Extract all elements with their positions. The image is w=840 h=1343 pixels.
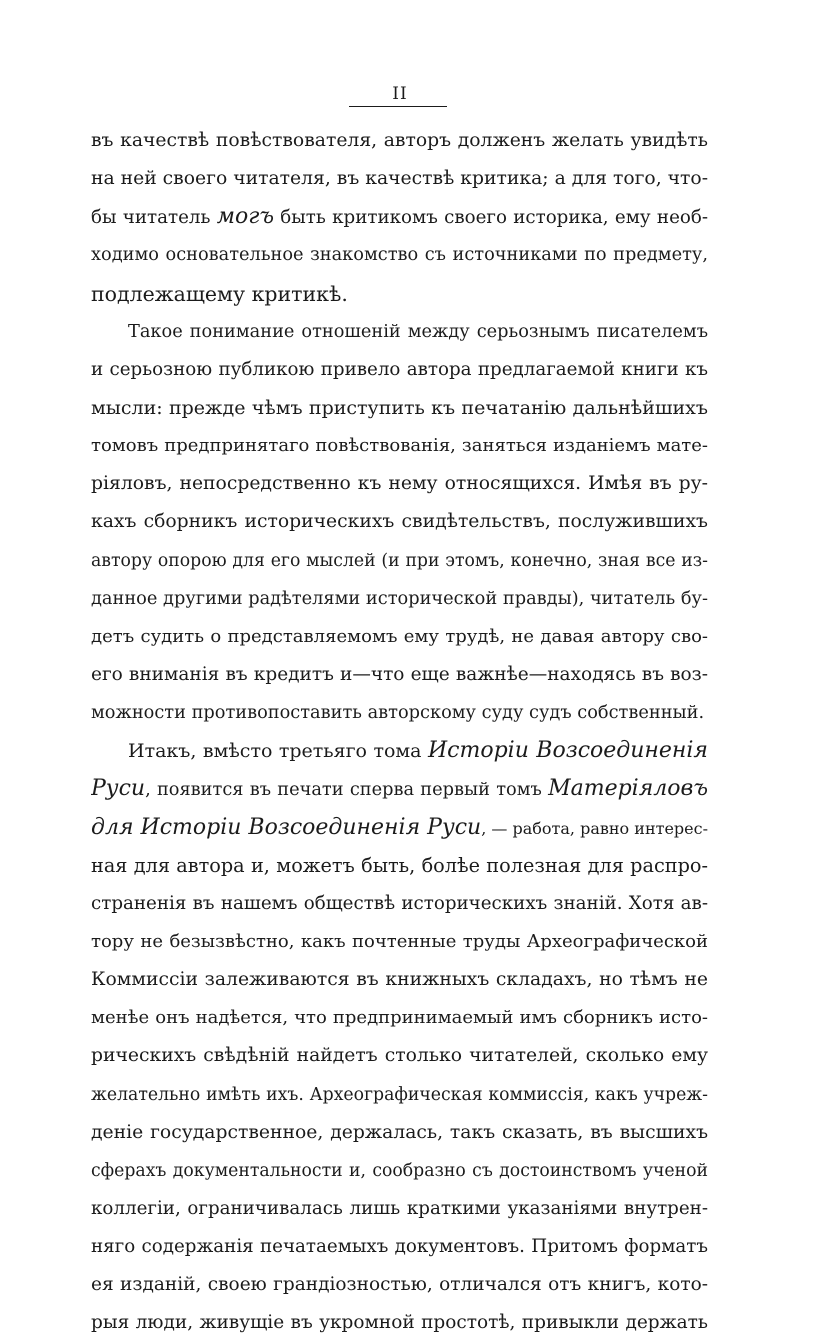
text-line: рыя люди, живущіе въ укромной простотѣ, привыкли держать [91,1312,708,1334]
text-line: Итакъ, вмѣсто третьяго тома Исторіи Возсоединенія [128,738,708,764]
text-line: страненія въ нашемъ обществѣ историческихъ знаній. Хотя ав- [91,892,708,914]
italic-title: Исторіи Возсоединенія [427,738,708,764]
text-line: детъ судить о представляемомъ ему трудѣ, не давая автору сво- [91,625,708,647]
text-line: сферахъ документальности и, сообразно съ достоинствомъ ученой [91,1160,708,1181]
text-line: кахъ сборникъ историческихъ свидѣтельствъ, послужившихъ [91,511,708,533]
text-line: автору опорою для его мыслей (и при этомъ, конечно, зная все из- [91,550,708,571]
text-line: мысли: прежде чѣмъ приступить къ печатанію дальнѣйшихъ [91,396,708,419]
page-number: II [392,84,408,104]
text-line: Коммиссіи залеживаются въ книжныхъ складахъ, но тѣмъ не [91,969,708,991]
text-line: менѣе онъ надѣется, что предпринимаемый имъ сборникъ исто- [91,1007,708,1029]
text-line: подлежащему критикѣ. [91,281,348,306]
text-line: коллегіи, ограничивалась лишь краткими указаніями внутрен- [91,1197,708,1219]
text-line: его вниманія въ кредитъ и—что еще важнѣе—находясь въ воз- [91,663,708,685]
body-text [91,122,708,1343]
text-line: въ качествѣ повѣствователя, авторъ долженъ желать увидѣть [91,130,708,151]
italic-title: для Исторіи Возсоединенія Руси [91,814,482,840]
text-line: на ней своего читателя, въ качествѣ критика; а для того, что- [91,168,708,190]
text-line: няго содержанія печатаемыхъ документовъ. Притомъ форматъ [91,1236,708,1258]
italic-word: могъ [216,204,274,230]
italic-title: Руси [91,776,146,802]
text-line: деніе государственное, держалась, такъ сказать, въ высшихъ [91,1121,708,1143]
text-line: томовъ предпринятаго повѣствованія, заняться изданіемъ мате- [91,435,708,457]
header-rule [349,106,447,107]
text-line: можности противопоставить авторскому суду судъ собственный. [91,703,705,724]
italic-title: Матеріяловъ [548,776,708,802]
text-line: ходимо основательное знакомство съ источниками по предмету, [91,245,708,266]
text-line: бы читатель могъ быть критикомъ своего историка, ему необ- [91,204,708,230]
text-line: данное другими радѣтелями исторической правды), читатель бу- [91,588,708,609]
text-line: Руси, появится въ печати сперва первый томъ Матеріяловъ [91,776,708,802]
text-line: ная для автора и, можетъ быть, болѣе полезная для распро- [91,853,708,877]
text-line: рическихъ свѣдѣній найдетъ столько читателей, сколько ему [91,1045,708,1067]
text-line: тору не безызвѣстно, какъ почтенные труды Археографической [91,930,708,952]
text-line: желательно имѣть ихъ. Археографическая коммиссія, какъ учреж- [91,1084,708,1105]
text-line: для Исторіи Возсоединенія Руси, — работа, равно интерес- [91,814,708,840]
text-line: Такое понимание отношеній между серьознымъ писателемъ [128,321,708,342]
text-line: ріяловъ, непосредственно къ нему относящихся. Имѣя въ ру- [91,473,708,495]
text-line: и серьозною публикою привело автора предлагаемой книги къ [91,358,708,380]
text-line: ея изданій, своею грандіозностью, отличался отъ книгъ, кото- [91,1274,708,1296]
